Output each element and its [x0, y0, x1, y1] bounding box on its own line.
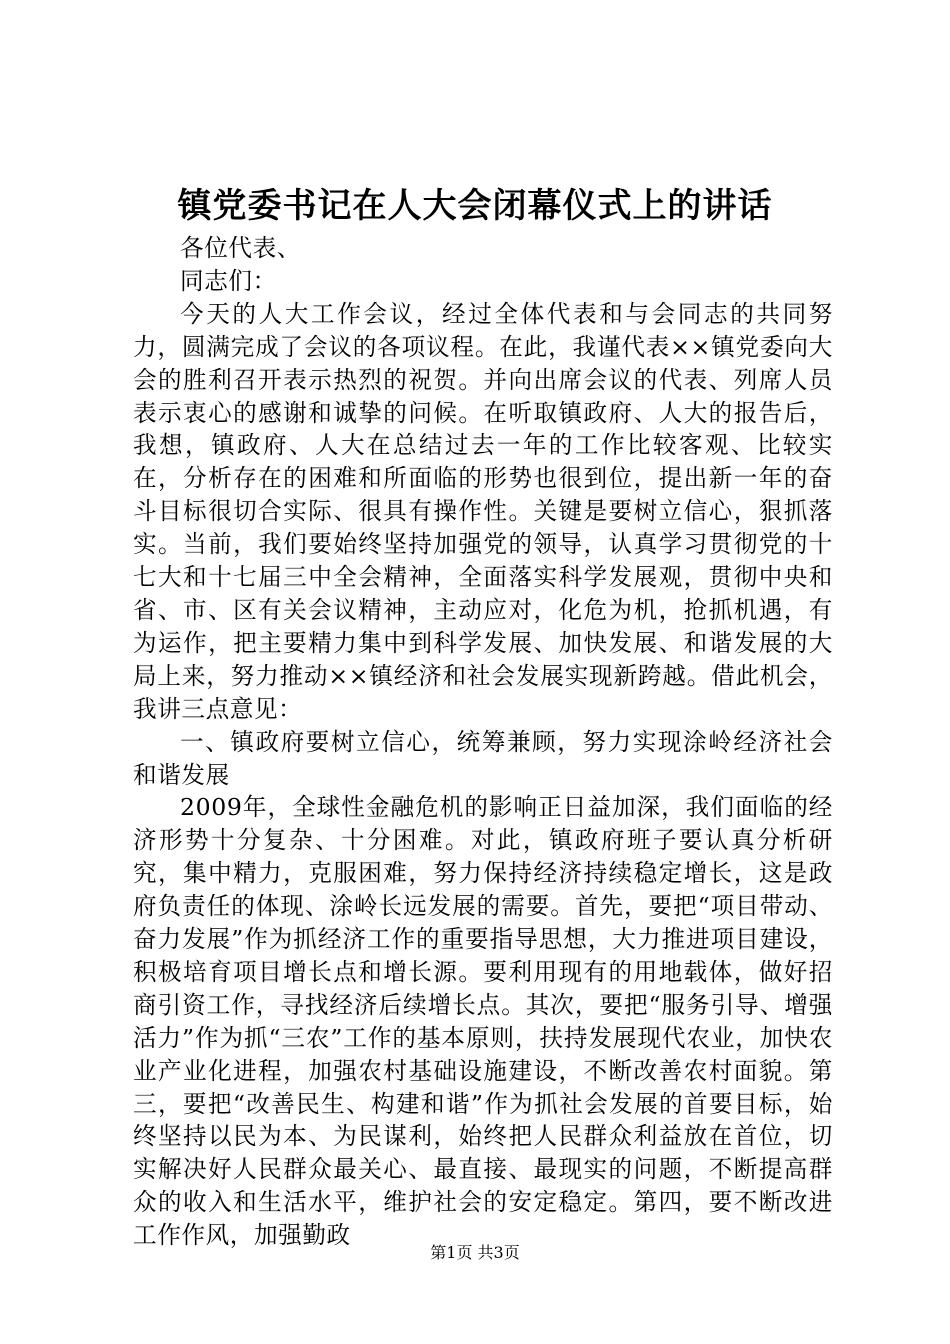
section-heading-1: 一、镇政府要树立信心，统筹兼顾，努力实现涂岭经济社会和谐发展: [133, 727, 833, 789]
salutation-line-2: 同志们：: [180, 266, 277, 295]
paragraph-opening: 今天的人大工作会议，经过全体代表和与会同志的共同努力，圆满完成了会议的各项议程。在此，我谨代表××镇党委向大会的胜利召开表示热烈的祝贺。并向出席会议的代表、列席人员表示衷心的感谢和诚挚的问候。在听取镇政府、人大的报告后，我想，镇政府、人大在总结过去一年的工作比较客观、比较实在，分析存在的困难和所面临的形势也很到位，提出新一年的奋斗目标很切合实际、很具有操作性。关键是要树立信心，狠抓落实。当前，我们要始终坚持加强党的领导，认真学习贯彻党的十七大和十七届三中全会精神，全面落实科学发展观，贯彻中央和省、市、区有关会议精神，主动应对，化危为机，抢抓机遇，有为运作，把主要精力集中到科学发展、加快发展、和谐发展的大局上来，努力推动××镇经济和社会发展实现新跨越。借此机会，我讲三点意见：: [133, 299, 833, 723]
paragraph-section-1: 2009年，全球性金融危机的影响正日益加深，我们面临的经济形势十分复杂、十分困难。对此，镇政府班子要认真分析研究，集中精力，克服困难，努力保持经济持续稳定增长，这是政府负责任的体现、涂岭长远发展的需要。首先，要把“项目带动、奋力发展”作为抓经济工作的重要指导思想，大力推进项目建设，积极培育项目增长点和增长源。要利用现有的用地载体，做好招商引资工作，寻找经济后续增长点。其次，要把“服务引导、增强活力”作为抓“三农”工作的基本原则，扶持发展现代农业，加快农业产业化进程，加强农村基础设施建设，不断改善农村面貌。第三，要把“改善民生、构建和谐”作为抓社会发展的首要目标，始终坚持以民为本、为民谋利，始终把人民群众利益放在首位，切实解决好人民群众最关心、最直接、最现实的问题，不断提高群众的收入和生活水平，维护社会的安定稳定。第四，要不断改进工作作风，加强勤政: [133, 793, 833, 1250]
page-footer: 第1页 共3页: [430, 1243, 520, 1262]
salutation-line-1: 各位代表、: [180, 234, 301, 262]
document-body: [133, 232, 833, 1252]
document-title: 镇党委书记在人大会闭幕仪式上的讲话: [177, 186, 773, 226]
